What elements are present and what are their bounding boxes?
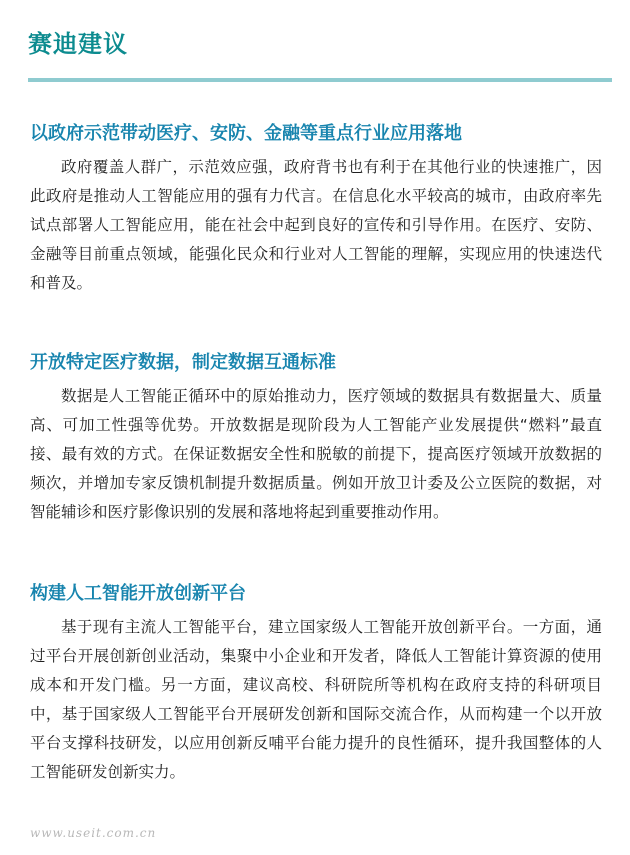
section-heading: 构建人工智能开放创新平台 [30, 583, 246, 604]
recommendation-section-medical-data [30, 350, 602, 527]
title-divider [28, 78, 612, 82]
watermark: www.useit.com.cn [30, 826, 157, 840]
section-body: 数据是人工智能正循环中的原始推动力，医疗领域的数据具有数据量大、质量高、可加工性强等优势。开放数据是现阶段为人工智能产业发展提供“燃料”最直接、最有效的方式。在保证数据安全性和脱敏的前提下，提高医疗领域开放数据的频次，并增加专家反馈机制提升数据质量。例如开放卫计委及公立医院的数据，对智能辅诊和医疗影像识别的发展和落地将起到重要推动作用。 [30, 387, 602, 521]
section-heading: 开放特定医疗数据，制定数据互通标准 [30, 352, 336, 373]
recommendation-section-government-demo [30, 121, 602, 298]
recommendation-section-open-platform [30, 581, 602, 787]
section-heading: 以政府示范带动医疗、安防、金融等重点行业应用落地 [30, 123, 462, 144]
section-body: 基于现有主流人工智能平台，建立国家级人工智能开放创新平台。一方面，通过平台开展创新创业活动，集聚中小企业和开发者，降低人工智能计算资源的使用成本和开发门槛。另一方面，建议高校、科研院所等机构在政府支持的科研项目中，基于国家级人工智能平台开展研发创新和国际交流合作，从而构建一个以开放平台支撑科技研发，以应用创新反哺平台能力提升的良性循环，提升我国整体的人工智能研发创新实力。 [30, 618, 602, 781]
page-title: 赛迪建议 [28, 30, 128, 58]
section-body: 政府覆盖人群广，示范效应强，政府背书也有利于在其他行业的快速推广，因此政府是推动人工智能应用的强有力代言。在信息化水平较高的城市，由政府率先试点部署人工智能应用，能在社会中起到良好的宣传和引导作用。在医疗、安防、金融等目前重点领域，能强化民众和行业对人工智能的理解，实现应用的快速迭代和普及。 [30, 158, 602, 292]
